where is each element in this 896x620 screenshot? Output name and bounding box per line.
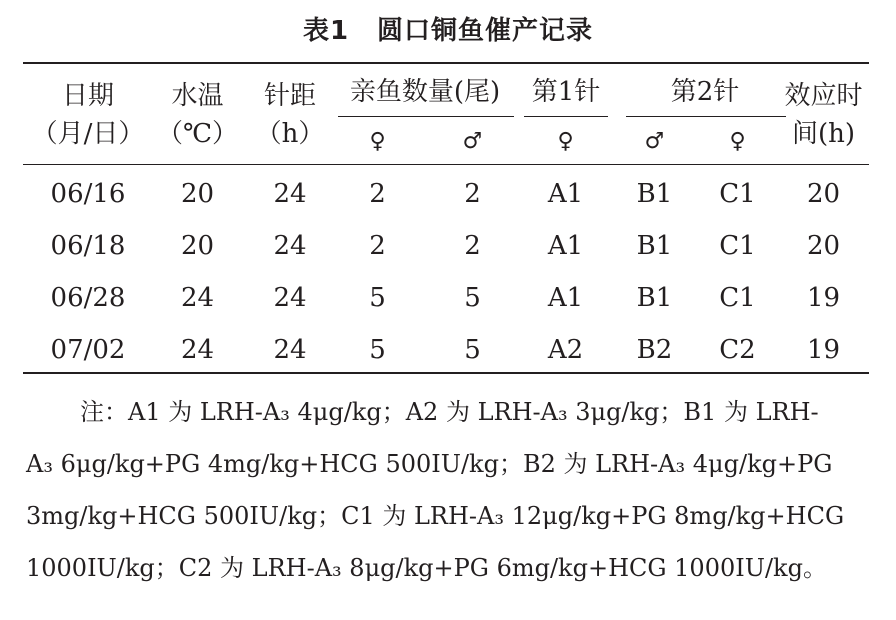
cell-first-female: A2 <box>547 335 584 365</box>
header-temp-2: （℃） <box>156 119 239 149</box>
note-line-2: A₃ 6μg/kg+PG 4mg/kg+HCG 500IU/kg；B2 为 LRH-A₃ 4μg/kg+PG <box>26 450 833 478</box>
header-first-injection: 第1针 <box>531 77 601 107</box>
cell-second-female: C2 <box>719 335 756 365</box>
cell-female: 2 <box>369 179 386 209</box>
cell-interval: 24 <box>273 231 307 261</box>
cell-female: 5 <box>369 283 386 313</box>
cell-interval: 24 <box>273 335 307 365</box>
cell-temp: 24 <box>180 335 215 365</box>
cell-first-female: A1 <box>547 283 584 313</box>
cell-female: 2 <box>369 231 386 261</box>
header-date-2: （月/日） <box>31 119 145 149</box>
cell-effect: 19 <box>806 335 841 365</box>
bottom-rule <box>23 372 869 374</box>
note-line-3: 3mg/kg+HCG 500IU/kg；C1 为 LRH-A₃ 12μg/kg+PG 8mg/kg+HCG <box>26 502 845 530</box>
note-line-4: 1000IU/kg；C2 为 LRH-A₃ 8μg/kg+PG 6mg/kg+HCG 1000IU/kg。 <box>26 554 827 582</box>
broodstock-underline <box>338 116 514 117</box>
cell-effect: 19 <box>806 283 841 313</box>
cell-temp: 20 <box>180 179 215 209</box>
cell-date: 06/18 <box>50 231 126 261</box>
male-symbol: ♂ <box>644 129 665 154</box>
note-line-1: 注：A1 为 LRH-A₃ 4μg/kg；A2 为 LRH-A₃ 3μg/kg；B1 为 LRH- <box>80 398 819 426</box>
cell-first-female: A1 <box>547 179 584 209</box>
second-injection-underline <box>626 116 786 117</box>
cell-second-female: C1 <box>719 283 756 313</box>
cell-male: 2 <box>464 231 481 261</box>
header-effect-1: 效应时 <box>784 81 863 111</box>
female-symbol: ♀ <box>369 129 386 154</box>
cell-effect: 20 <box>806 179 841 209</box>
cell-second-male: B2 <box>636 335 673 365</box>
header-effect-2: 间(h) <box>791 119 856 149</box>
cell-second-male: B1 <box>636 231 673 261</box>
cell-effect: 20 <box>806 231 841 261</box>
header-second-injection: 第2针 <box>670 77 740 107</box>
table-title <box>0 10 896 47</box>
cell-date: 06/16 <box>50 179 126 209</box>
cell-date: 07/02 <box>50 335 126 365</box>
cell-date: 06/28 <box>50 283 126 313</box>
table-note <box>26 386 872 594</box>
header-interval-1: 针距 <box>263 81 316 111</box>
cell-female: 5 <box>369 335 386 365</box>
cell-temp: 20 <box>180 231 215 261</box>
cell-interval: 24 <box>273 179 307 209</box>
first-injection-underline <box>524 116 608 117</box>
header-date-1: 日期 <box>61 81 114 111</box>
female-symbol: ♀ <box>557 129 574 154</box>
cell-second-male: B1 <box>636 283 673 313</box>
header-broodstock: 亲鱼数量(尾) <box>349 77 501 107</box>
cell-first-female: A1 <box>547 231 584 261</box>
cell-second-female: C1 <box>719 179 756 209</box>
top-rule <box>23 62 869 64</box>
cell-male: 5 <box>464 335 481 365</box>
female-symbol: ♀ <box>729 129 746 154</box>
cell-male: 5 <box>464 283 481 313</box>
male-symbol: ♂ <box>462 129 483 154</box>
cell-male: 2 <box>464 179 481 209</box>
table-title-text: 圆口铜鱼催产记录 <box>377 16 594 46</box>
cell-interval: 24 <box>273 283 307 313</box>
table-number: 表1 <box>302 16 350 46</box>
header-interval-2: （h） <box>255 119 325 149</box>
cell-second-female: C1 <box>719 231 756 261</box>
cell-temp: 24 <box>180 283 215 313</box>
header-temp-1: 水温 <box>171 81 224 111</box>
cell-second-male: B1 <box>636 179 673 209</box>
header-rule <box>23 164 869 165</box>
